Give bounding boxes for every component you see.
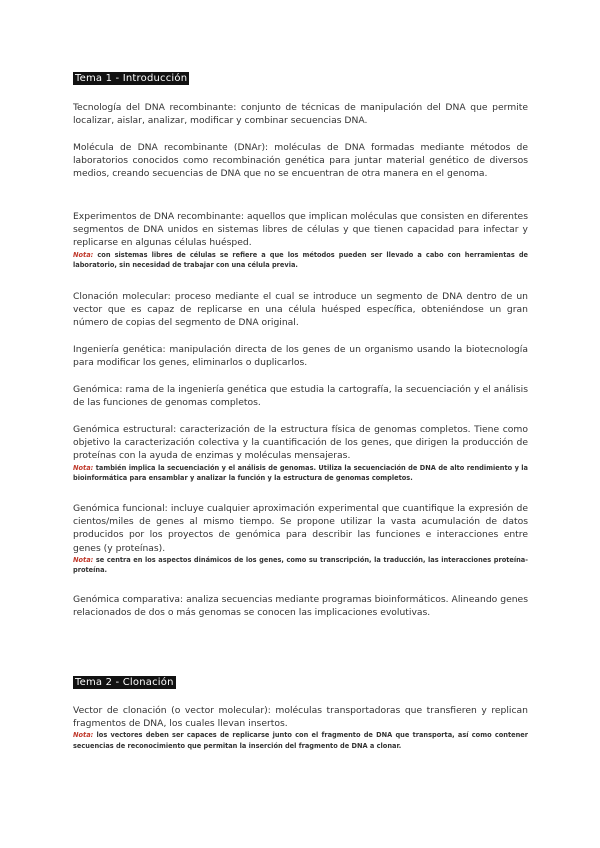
paragraph-text: Molécula de DNA recombinante (DNAr): moléculas de DNA formadas mediante métodos de laboratorios conocidos como recombinación genética para juntar material genético de diversos medios, creando secuencias de DNA que no se encuentran de otra manera en el genoma. xyxy=(73,142,528,180)
paragraph-genomica-estructural xyxy=(73,423,528,484)
paragraph-text: Clonación molecular: proceso mediante el cual se introduce un segmento de DNA dentro de un vector que es capaz de replicarse en una célula huésped específica, obteniéndose un gran número de copias del segmento de DNA original. xyxy=(73,291,528,329)
paragraph-text: Experimentos de DNA recombinante: aquellos que implican moléculas que consisten en diferentes segmentos de DNA unidos en sistemas libres de células y que tienen capacidad para infectar y replicarse en algunas células huésped. xyxy=(73,211,528,249)
paragraph-text: Genómica funcional: incluye cualquier aproximación experimental que cuantifique la expresión de cientos/miles de genes al mismo tiempo. Se propone utilizar la vasta acumulación de datos producidos por los proyectos de genómica para describir las funciones e interacciones entre genes (y proteínas). xyxy=(73,503,528,554)
note-label: Nota: xyxy=(73,555,94,564)
paragraph-genomica xyxy=(73,383,528,409)
paragraph-ingenieria-genetica xyxy=(73,343,528,369)
paragraph-tecnologia-dna xyxy=(73,101,528,127)
paragraph-molecula-dnar xyxy=(73,141,528,181)
section-heading-tema-1: Tema 1 - Introducción xyxy=(75,73,188,84)
note-text: los vectores deben ser capaces de replicarse junto con el fragmento de DNA que transporta, así como contener secuencias de reconocimiento que permitan la inserción del fragmento de DNA a clonar. xyxy=(73,731,529,750)
note-text: con sistemas libres de células se refiere a que los métodos pueden ser llevado a cabo con herramientas de laboratorio, sin necesidad de trabajar con una célula previa. xyxy=(73,250,529,270)
note-label: Nota: xyxy=(73,463,94,472)
note-label: Nota: xyxy=(73,250,94,259)
note xyxy=(73,555,528,576)
paragraph-clonacion-molecular xyxy=(73,290,528,330)
note xyxy=(73,250,528,271)
paragraph-text: Tecnología del DNA recombinante: conjunto de técnicas de manipulación del DNA que permite localizar, aislar, analizar, modificar y combinar secuencias DNA. xyxy=(73,102,528,127)
paragraph-vector-clonacion xyxy=(73,704,528,751)
paragraph-text: Vector de clonación (o vector molecular): moléculas transportadoras que transfieren y replican fragmentos de DNA, los cuales llevan insertos. xyxy=(73,705,528,730)
note-text: también implica la secuenciación y el análisis de genomas. Utiliza la secuenciación de DNA de alto rendimiento y la bioinformática para ensamblar y analizar la función y la estructura de genomas completos. xyxy=(73,463,528,483)
section-heading-tema-2: Tema 2 - Clonación xyxy=(75,677,174,688)
paragraph-text: Genómica comparativa: analiza secuencias mediante programas bioinformáticos. Alineando genes relacionados de dos o más genomas se conocen las implicaciones evolutivas. xyxy=(73,594,528,619)
paragraph-experimentos-dna xyxy=(73,210,528,271)
note-label: Nota: xyxy=(73,731,94,740)
note-text: se centra en los aspectos dinámicos de los genes, como su transcripción, la traducción, las interacciones proteína-proteína. xyxy=(73,555,528,575)
paragraph-text: Genómica estructural: caracterización de la estructura física de genomas completos. Tiene como objetivo la caracterización colectiva y la cuantificación de los genes, que dirigen la producción de proteínas con la ayuda de enzimas y moléculas mensajeras. xyxy=(73,424,528,462)
paragraph-genomica-comparativa xyxy=(73,593,528,619)
paragraph-text: Genómica: rama de la ingeniería genética que estudia la cartografía, la secuenciación y el análisis de las funciones de genomas completos. xyxy=(73,384,528,409)
paragraph-text: Ingeniería genética: manipulación directa de los genes de un organismo usando la biotecnología para modificar los genes, eliminarlos o duplicarlos. xyxy=(73,344,528,369)
paragraph-genomica-funcional xyxy=(73,502,528,576)
note xyxy=(73,463,528,484)
note xyxy=(73,730,528,751)
